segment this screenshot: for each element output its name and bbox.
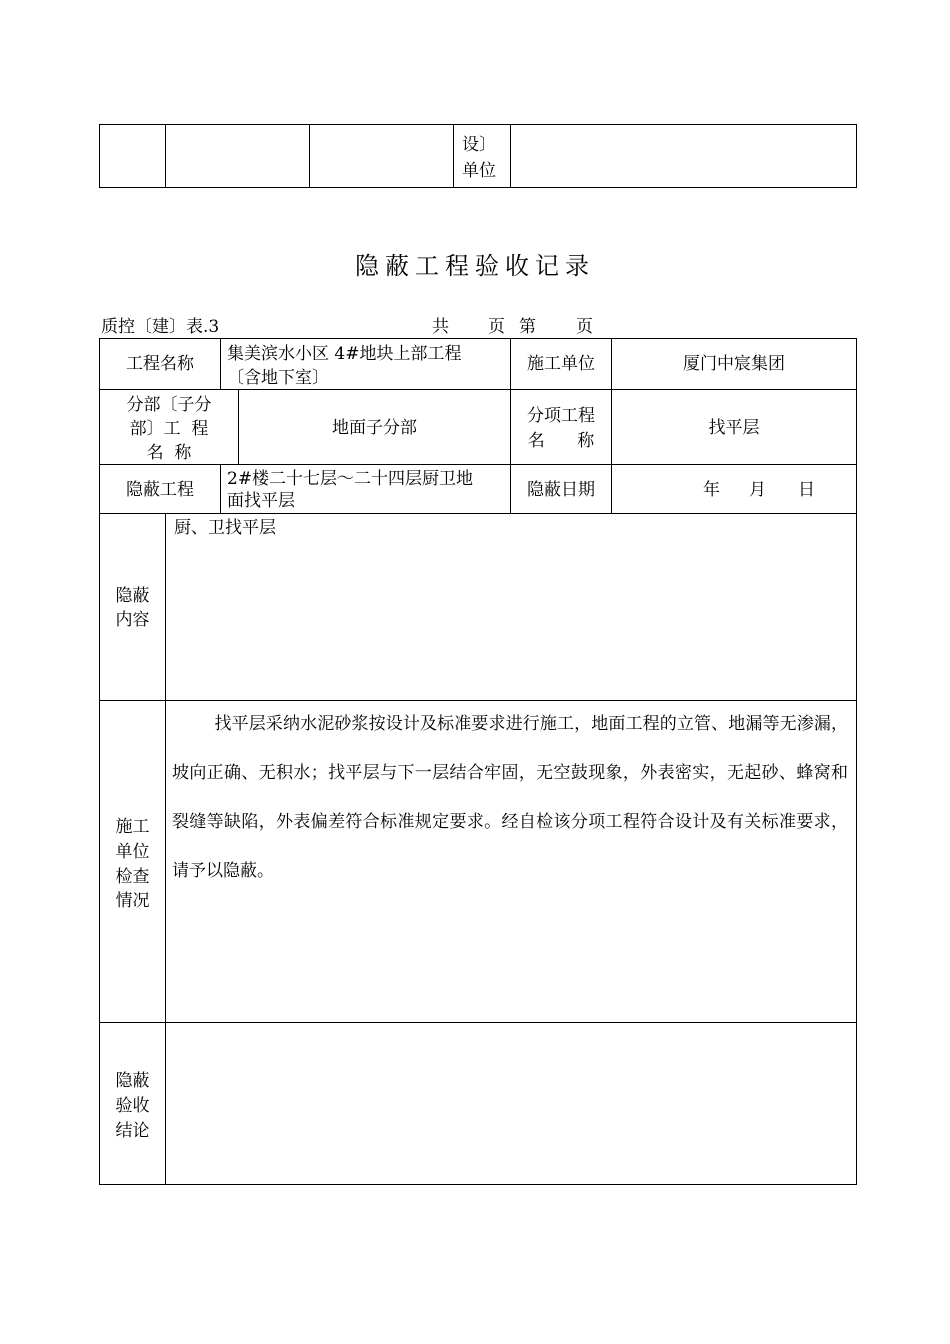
check-value: 找平层采纳水泥砂浆按设计及标准要求进行施工，地面工程的立管、地漏等无渗漏，坡向正确、无积水；找平层与下一层结合牢固，无空鼓现象，外表密实，无起砂、蜂窝和裂缝等缺陷，外表偏差符合标准规定要求。经自检该分项工程符合设计及有关标准要求，请予以隐蔽。: [172, 714, 848, 881]
top-cell-label-line2: 单位: [462, 161, 496, 181]
sub-division-label-line3: 名 称: [146, 443, 192, 463]
top-cell-label-line1: 设〕: [462, 135, 496, 155]
page-no-label: 第: [519, 317, 536, 337]
date-month: 月: [749, 480, 766, 500]
conclusion-label-line1: 隐蔽: [115, 1071, 150, 1091]
form-code: 质控〔建〕表.3: [101, 317, 220, 337]
check-label-line1: 施工: [115, 817, 150, 837]
contractor-label: 施工单位: [527, 354, 595, 374]
check-label-line4: 情况: [115, 891, 150, 911]
total-pages-label: 共: [432, 317, 449, 337]
project-name-value-line2: 〔含地下室〕: [227, 368, 329, 388]
project-name-label: 工程名称: [126, 354, 194, 374]
page-unit-1: 页: [488, 317, 505, 337]
check-label-line3: 检查: [115, 867, 150, 887]
check-label-line2: 单位: [115, 842, 150, 862]
content-value: 厨、卫找平层: [174, 518, 276, 538]
sub-division-label-line2: 部〕工 程: [129, 419, 209, 439]
project-name-value-line1: 集美滨水小区 4#地块上部工程: [227, 344, 462, 364]
page-title: 隐蔽工程验收记录: [355, 252, 595, 280]
item-label-line2: 名 称: [527, 431, 595, 451]
conclusion-label-line3: 结论: [115, 1121, 150, 1141]
contractor-value: 厦门中宸集团: [683, 354, 785, 374]
item-label-line1: 分项工程: [527, 406, 595, 426]
date-year: 年: [703, 480, 720, 500]
content-label-line2: 内容: [115, 610, 150, 630]
hidden-work-label: 隐蔽工程: [126, 480, 194, 500]
sub-division-label-line1: 分部〔子分: [126, 395, 212, 415]
sub-division-value: 地面子分部: [332, 418, 417, 438]
hidden-work-value-line2: 面找平层: [227, 491, 295, 511]
page-unit-2: 页: [576, 317, 593, 337]
hidden-work-value-line1: 2#楼二十七层～二十四层厨卫地: [227, 469, 474, 489]
item-value: 找平层: [708, 418, 760, 438]
hidden-date-label: 隐蔽日期: [527, 480, 595, 500]
content-label-line1: 隐蔽: [115, 586, 150, 606]
conclusion-label-line2: 验收: [115, 1096, 150, 1116]
date-day: 日: [798, 480, 815, 500]
